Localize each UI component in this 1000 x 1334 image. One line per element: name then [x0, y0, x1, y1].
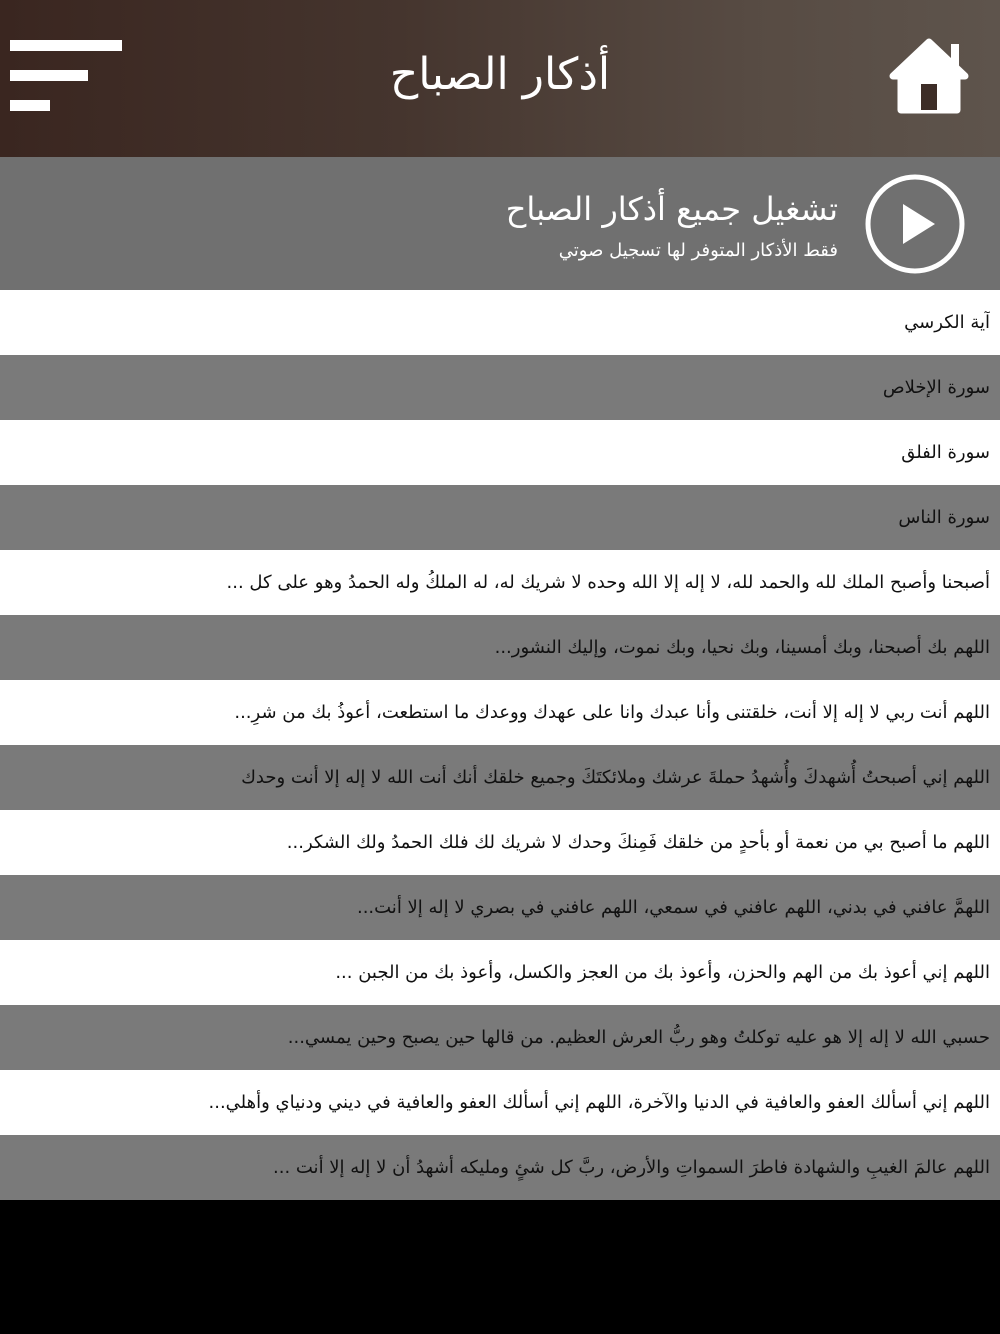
list-item-text: سورة الفلق	[901, 442, 990, 463]
list-item-text: اللهم إني أسألك العفو والعافية في الدنيا والآخرة، اللهم إني أسألك العفو والعافية في ديني ودنياي وأهلي...	[208, 1092, 990, 1113]
list-item[interactable]	[0, 940, 1000, 1005]
list-item-text: أصبحنا وأصبح الملك لله والحمد لله، لا إله إلا الله وحده لا شريك له، له الملكُ وله الحمدُ وهو على كل ...	[226, 572, 990, 593]
list-item[interactable]	[0, 290, 1000, 355]
home-icon	[889, 38, 969, 114]
list-item-text: حسبي الله لا إله إلا هو عليه توكلتُ وهو ربُّ العرش العظيم. من قالها حين يصبح وحين يمسي...	[287, 1027, 990, 1048]
list-item[interactable]	[0, 1005, 1000, 1070]
list-item-text: اللهم عالمَ الغيبِ والشهادة فاطرَ السمواتِ والأرض، ربَّ كل شئٍ ومليكه أشهدُ أن لا إله إلا أنت ...	[273, 1157, 990, 1178]
list-item[interactable]	[0, 1135, 1000, 1200]
list-item[interactable]	[0, 875, 1000, 940]
list-item-text: اللهم إني أعوذ بك من الهم والحزن، وأعوذ بك من العجز والكسل، وأعوذ بك من الجبن ...	[335, 962, 990, 983]
menu-button[interactable]	[10, 40, 122, 112]
list-item[interactable]	[0, 420, 1000, 485]
list-item[interactable]	[0, 745, 1000, 810]
list-item-text: سورة الإخلاص	[882, 377, 990, 398]
play-all-banner[interactable]	[0, 157, 1000, 290]
home-button[interactable]	[889, 38, 969, 114]
header-bar	[0, 0, 1000, 157]
list-item-text: اللهم بك أصبحنا، وبك أمسينا، وبك نحيا، وبك نموت، وإليك النشور...	[494, 637, 990, 658]
list-item[interactable]	[0, 355, 1000, 420]
list-item-text: آية الكرسي	[904, 312, 990, 333]
azkar-list	[0, 290, 1000, 1217]
list-item-text: اللهمَّ عافني في بدني، اللهم عافني في سمعي، اللهم عافني في بصري لا إله إلا أنت...	[356, 897, 990, 918]
list-item-text: اللهم ما أصبح بي من نعمة أو بأحدٍ من خلقك فَمِنكَ وحدك لا شريك لك فلك الحمدُ ولك الشكر...	[286, 832, 990, 853]
list-item[interactable]	[0, 550, 1000, 615]
list-item-text: اللهم أنت ربي لا إله إلا أنت، خلقتنى وأنا عبدك وانا على عهدك ووعدك ما استطعت، أعوذُ بك من شرِ...	[234, 702, 990, 723]
bottom-empty-area	[0, 1217, 1000, 1334]
play-all-title: تشغيل جميع أذكار الصباح	[505, 190, 838, 228]
list-item-text: سورة الناس	[898, 507, 990, 528]
list-item[interactable]	[0, 680, 1000, 745]
list-item[interactable]	[0, 615, 1000, 680]
list-item[interactable]	[0, 1070, 1000, 1135]
page-title: أذكار الصباح	[389, 49, 611, 100]
list-item[interactable]	[0, 810, 1000, 875]
list-item[interactable]	[0, 485, 1000, 550]
play-all-subtitle: فقط الأذكار المتوفر لها تسجيل صوتي	[558, 240, 838, 261]
list-item-text: اللهم إني أصبحتُ أُشهدكَ وأُشهدُ حملةَ عرشك وملائكتَكَ وجميع خلقك أنك أنت الله لا إله إلا أنت وحدك	[241, 767, 990, 788]
play-icon[interactable]	[864, 173, 966, 275]
